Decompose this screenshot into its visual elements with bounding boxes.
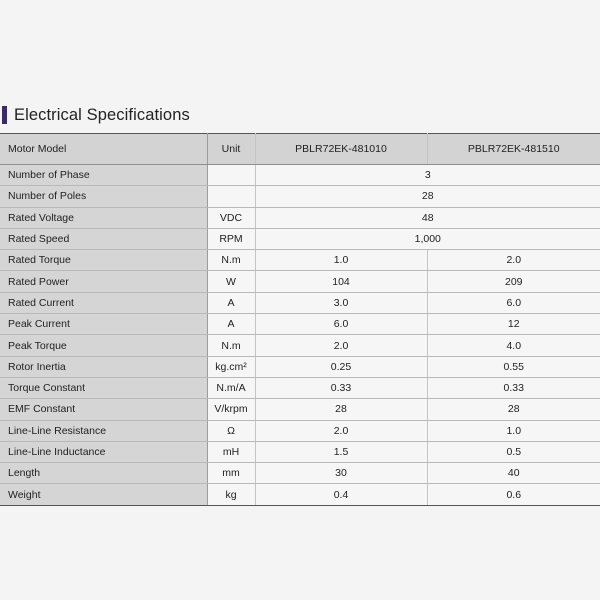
header-motor-model: Motor Model (0, 134, 207, 165)
parameter-unit (207, 186, 255, 207)
heading-accent-bar (2, 106, 7, 124)
parameter-name: Rated Voltage (0, 207, 207, 228)
table-row (0, 377, 600, 398)
shared-value: 48 (255, 207, 600, 228)
model-2-value: 40 (427, 463, 600, 484)
parameter-name: Torque Constant (0, 377, 207, 398)
model-2-value: 0.33 (427, 377, 600, 398)
shared-value: 1,000 (255, 228, 600, 249)
table-row (0, 441, 600, 462)
model-1-value: 3.0 (255, 292, 427, 313)
table-row (0, 484, 600, 505)
parameter-name: Peak Current (0, 314, 207, 335)
shared-value: 3 (255, 165, 600, 186)
parameter-name: Length (0, 463, 207, 484)
parameter-unit: N.m (207, 335, 255, 356)
header-model-1: PBLR72EK-481010 (255, 134, 427, 165)
parameter-name: Number of Phase (0, 165, 207, 186)
model-1-value: 0.25 (255, 356, 427, 377)
table-row (0, 463, 600, 484)
model-1-value: 1.5 (255, 441, 427, 462)
model-1-value: 104 (255, 271, 427, 292)
table-row (0, 399, 600, 420)
model-2-value: 1.0 (427, 420, 600, 441)
parameter-unit: A (207, 314, 255, 335)
parameter-unit: V/krpm (207, 399, 255, 420)
parameter-unit: kg (207, 484, 255, 505)
model-1-value: 2.0 (255, 335, 427, 356)
model-2-value: 2.0 (427, 250, 600, 271)
parameter-name: Rotor Inertia (0, 356, 207, 377)
section-title: Electrical Specifications (14, 105, 190, 124)
model-1-value: 28 (255, 399, 427, 420)
model-2-value: 0.6 (427, 484, 600, 505)
parameter-unit: Ω (207, 420, 255, 441)
parameter-unit: mH (207, 441, 255, 462)
model-2-value: 4.0 (427, 335, 600, 356)
table-row (0, 335, 600, 356)
parameter-name: Rated Torque (0, 250, 207, 271)
model-2-value: 6.0 (427, 292, 600, 313)
electrical-specifications-table (0, 133, 600, 506)
parameter-name: Rated Speed (0, 228, 207, 249)
model-2-value: 0.5 (427, 441, 600, 462)
table-row (0, 165, 600, 186)
table-row (0, 207, 600, 228)
table-row (0, 314, 600, 335)
header-model-2: PBLR72EK-481510 (427, 134, 600, 165)
table-row (0, 420, 600, 441)
model-1-value: 0.4 (255, 484, 427, 505)
parameter-unit: mm (207, 463, 255, 484)
section-heading (2, 104, 190, 126)
table-row (0, 228, 600, 249)
parameter-name: Rated Power (0, 271, 207, 292)
model-1-value: 6.0 (255, 314, 427, 335)
model-1-value: 2.0 (255, 420, 427, 441)
parameter-name: Line-Line Inductance (0, 441, 207, 462)
model-2-value: 209 (427, 271, 600, 292)
parameter-name: Line-Line Resistance (0, 420, 207, 441)
table-row (0, 250, 600, 271)
parameter-unit: N.m/A (207, 377, 255, 398)
parameter-name: Rated Current (0, 292, 207, 313)
table-row (0, 292, 600, 313)
table-row (0, 186, 600, 207)
model-2-value: 28 (427, 399, 600, 420)
parameter-unit (207, 165, 255, 186)
parameter-unit: N.m (207, 250, 255, 271)
model-2-value: 0.55 (427, 356, 600, 377)
table-row (0, 356, 600, 377)
parameter-name: Weight (0, 484, 207, 505)
parameter-unit: W (207, 271, 255, 292)
parameter-unit: RPM (207, 228, 255, 249)
shared-value: 28 (255, 186, 600, 207)
header-unit: Unit (207, 134, 255, 165)
parameter-unit: kg.cm² (207, 356, 255, 377)
model-1-value: 0.33 (255, 377, 427, 398)
parameter-name: Number of Poles (0, 186, 207, 207)
table-row (0, 271, 600, 292)
parameter-unit: VDC (207, 207, 255, 228)
table-header-row (0, 134, 600, 165)
parameter-unit: A (207, 292, 255, 313)
model-1-value: 1.0 (255, 250, 427, 271)
model-2-value: 12 (427, 314, 600, 335)
parameter-name: EMF Constant (0, 399, 207, 420)
model-1-value: 30 (255, 463, 427, 484)
parameter-name: Peak Torque (0, 335, 207, 356)
